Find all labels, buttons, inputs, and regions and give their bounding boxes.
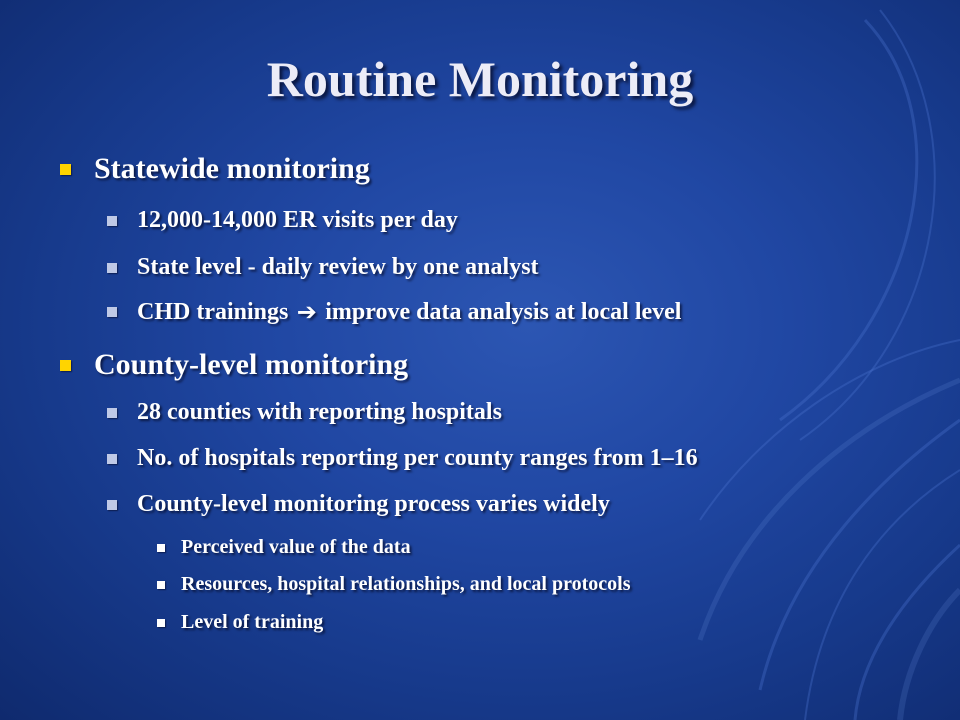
- subbullet-label: County-level monitoring process varies widely: [137, 491, 610, 517]
- square-bullet-icon: [60, 360, 71, 371]
- bullet-statewide-monitoring: [60, 152, 370, 186]
- subbullet-label: State level - daily review by one analyst: [137, 254, 539, 280]
- subbullet-label: 12,000-14,000 ER visits per day: [137, 207, 458, 233]
- subbullet-chd-trainings: [107, 298, 681, 326]
- subbullet-hospitals-per-county: [107, 445, 698, 472]
- square-bullet-icon: [157, 581, 165, 589]
- square-bullet-icon: [107, 500, 117, 510]
- subsubbullet-label: Resources, hospital relationships, and local protocols: [181, 573, 631, 595]
- subbullet-label-before: CHD trainings: [137, 298, 289, 325]
- square-bullet-icon: [107, 216, 117, 226]
- square-bullet-icon: [60, 164, 71, 175]
- square-bullet-icon: [107, 263, 117, 273]
- subsubbullet-perceived-value: [157, 536, 411, 559]
- subbullet-process-varies: [107, 491, 610, 518]
- subbullet-label: No. of hospitals reporting per county ranges from 1–16: [137, 445, 698, 471]
- subsubbullet-resources: [157, 573, 631, 596]
- subbullet-label: 28 counties with reporting hospitals: [137, 399, 502, 425]
- bullet-label: County-level monitoring: [94, 348, 409, 381]
- subbullet-state-level-review: [107, 254, 539, 281]
- square-bullet-icon: [157, 619, 165, 627]
- subbullet-28-counties: [107, 399, 502, 426]
- square-bullet-icon: [107, 408, 117, 418]
- subbullet-label-after: improve data analysis at local level: [325, 298, 682, 325]
- bullet-county-level-monitoring: [60, 348, 408, 382]
- subsubbullet-label: Level of training: [181, 611, 324, 633]
- right-arrow-icon: ➔: [296, 298, 317, 326]
- subsubbullet-level-of-training: [157, 611, 323, 634]
- square-bullet-icon: [107, 454, 117, 464]
- subsubbullet-label: Perceived value of the data: [181, 536, 411, 558]
- square-bullet-icon: [107, 307, 117, 317]
- subbullet-er-visits: [107, 207, 458, 234]
- square-bullet-icon: [157, 544, 165, 552]
- bullet-label: Statewide monitoring: [94, 152, 370, 185]
- slide-title: Routine Monitoring: [266, 51, 694, 107]
